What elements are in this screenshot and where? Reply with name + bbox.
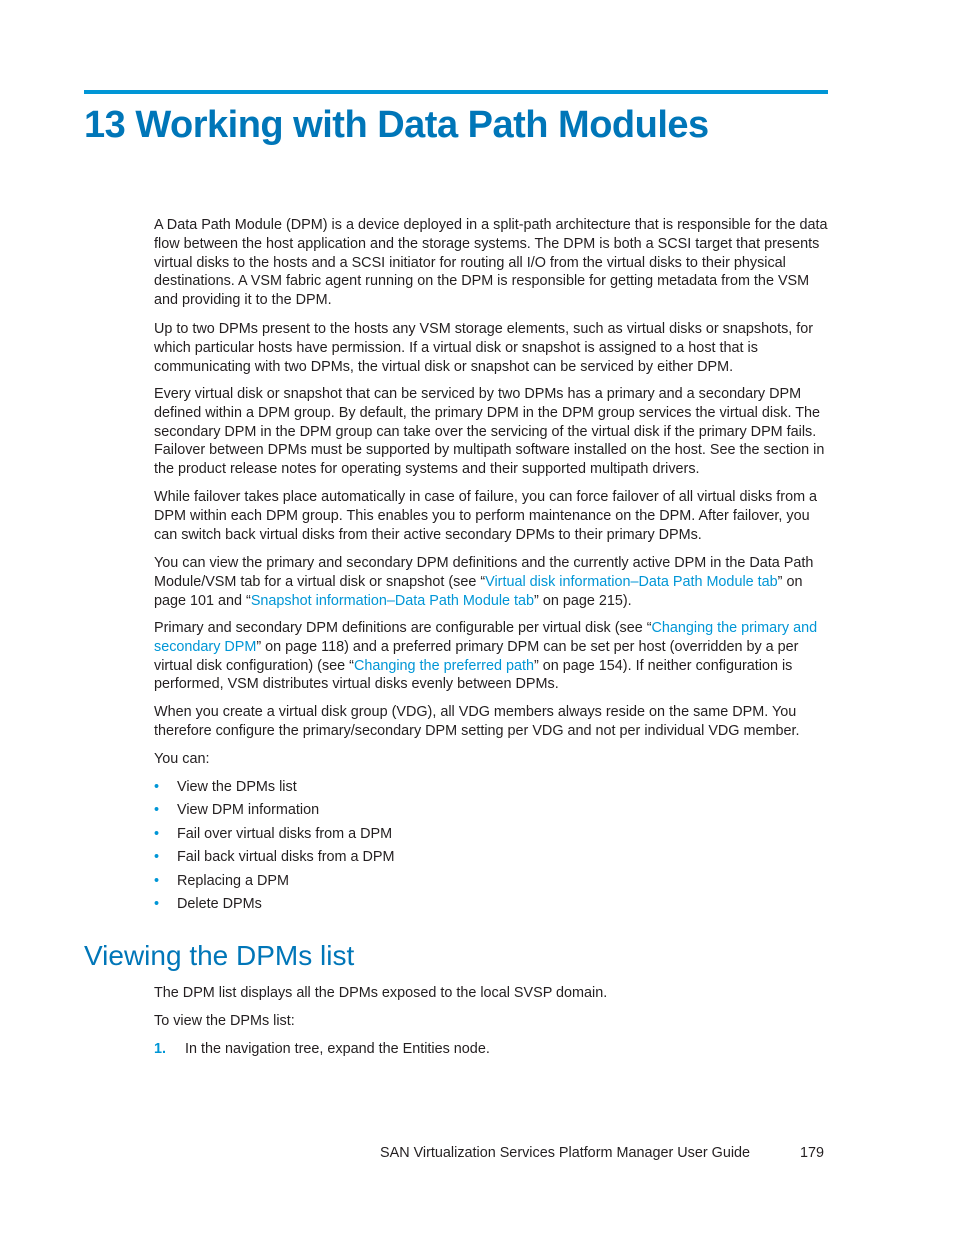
link-changing-primary-secondary[interactable]: Changing the primary and secondary DPM — [154, 620, 818, 655]
paragraph-configure-definitions — [154, 619, 828, 694]
bullet-icon: • — [154, 849, 160, 866]
list-item — [154, 778, 828, 801]
list-item — [154, 801, 828, 824]
step-text: In the navigation tree, expand the Entities node. — [185, 1041, 490, 1057]
list-item-text: Fail back virtual disks from a DPM — [177, 849, 395, 866]
text-segment: ” on page 154). If neither configuration is performed, VSM distributes virtual disks evenly between DPMs. — [154, 657, 793, 693]
text-segment: ” on page 101 and “ — [154, 573, 803, 609]
list-item-text: View the DPMs list — [177, 779, 297, 795]
link-virtual-disk-info[interactable]: Virtual disk information–Data Path Module tab — [485, 573, 778, 590]
bullet-icon: • — [154, 779, 160, 795]
list-item — [154, 848, 828, 871]
text-segment: ” on page 118) and a preferred primary DPM can be set per host (overridden by a per virtual disk configuration) (see “ — [154, 638, 799, 674]
paragraph-failover: While failover takes place automatically in case of failure, you can force failover of all virtual disks from a DPM within each DPM group. This enables you to perform maintenance on the DPM. After failover, you can switch back virtual disks from their active secondary DPMs to their primary DPMs. — [154, 489, 818, 543]
page-number: 179 — [800, 1145, 825, 1161]
section-intro: To view the DPMs list: — [154, 1013, 295, 1029]
list-item — [154, 872, 828, 895]
list-item — [154, 895, 828, 918]
procedure-step — [154, 1040, 828, 1059]
list-item-text: Replacing a DPM — [177, 872, 289, 889]
bullet-icon: • — [154, 872, 160, 889]
bullet-icon: • — [154, 895, 160, 912]
paragraph-dpm-hosts: Up to two DPMs present to the hosts any VSM storage elements, such as virtual disks or snapshots, for which particular hosts have permission. If a virtual disk or snapshot is assigned to a host that is communicating with two DPMs, the virtual disk or snapshot can be serviced by either DPM. — [154, 321, 814, 375]
link-snapshot-info[interactable]: Snapshot information–Data Path Module tab — [250, 592, 535, 609]
chapter-title: 13 Working with Data Path Modules — [84, 104, 709, 146]
section-title: Viewing the DPMs list — [84, 940, 355, 971]
link-changing-preferred-path[interactable]: Changing the preferred path — [353, 657, 534, 674]
paragraph-dpm-groups: Every virtual disk or snapshot that can be serviced by two DPMs has a primary and a secondary DPM defined within a DPM group. By default, the primary DPM in the DPM group services the virtual disk. The secondary DPM in the DPM group can take over the servicing of the virtual disk if the primary DPM fails. Failover between DPMs must be supported by multipath software installed on the host. See the section in the product release notes for operating systems and their supported multipath drivers. — [154, 386, 825, 478]
list-item-text: Delete DPMs — [177, 895, 262, 912]
bullet-icon: • — [154, 802, 160, 819]
intro-paragraph: A Data Path Module (DPM) is a device deployed in a split-path architecture that is responsible for the data flow between the host application and the storage systems. The DPM is both a SCSI target that presents virtual disks to the hosts and a SCSI initiator for routing all I/O from the virtual disks to their physical destinations. A VSM fabric agent running on the DPM is responsible for getting metadata from the VSM and providing it to the DPM. — [154, 217, 828, 309]
section-paragraph: The DPM list displays all the DPMs exposed to the local SVSP domain. — [154, 985, 608, 1001]
footer-guide-title: SAN Virtualization Services Platform Manager User Guide — [380, 1145, 751, 1161]
list-item-text: Fail over virtual disks from a DPM — [177, 825, 393, 842]
paragraph-vdg: When you create a virtual disk group (VDG), all VDG members always reside on the same DPM. You therefore configure the primary/secondary DPM setting per VDG and not per individual VDG member. — [154, 704, 800, 739]
text-segment: You can view the primary and secondary DPM definitions and the currently active DPM in the Data Path Module/VSM tab for a virtual disk or snapshot (see “ — [154, 555, 814, 590]
paragraph-you-can: You can: — [154, 751, 210, 767]
bullet-icon: • — [154, 825, 160, 842]
task-list — [154, 778, 828, 918]
text-segment: ” on page 215). — [534, 592, 632, 609]
list-item — [154, 825, 828, 848]
list-item-text: View DPM information — [177, 802, 320, 819]
step-number: 1. — [154, 1041, 167, 1057]
text-segment: Primary and secondary DPM definitions are configurable per virtual disk (see “ — [154, 620, 652, 636]
paragraph-view-definitions — [154, 554, 828, 610]
chapter-rule — [84, 90, 828, 94]
